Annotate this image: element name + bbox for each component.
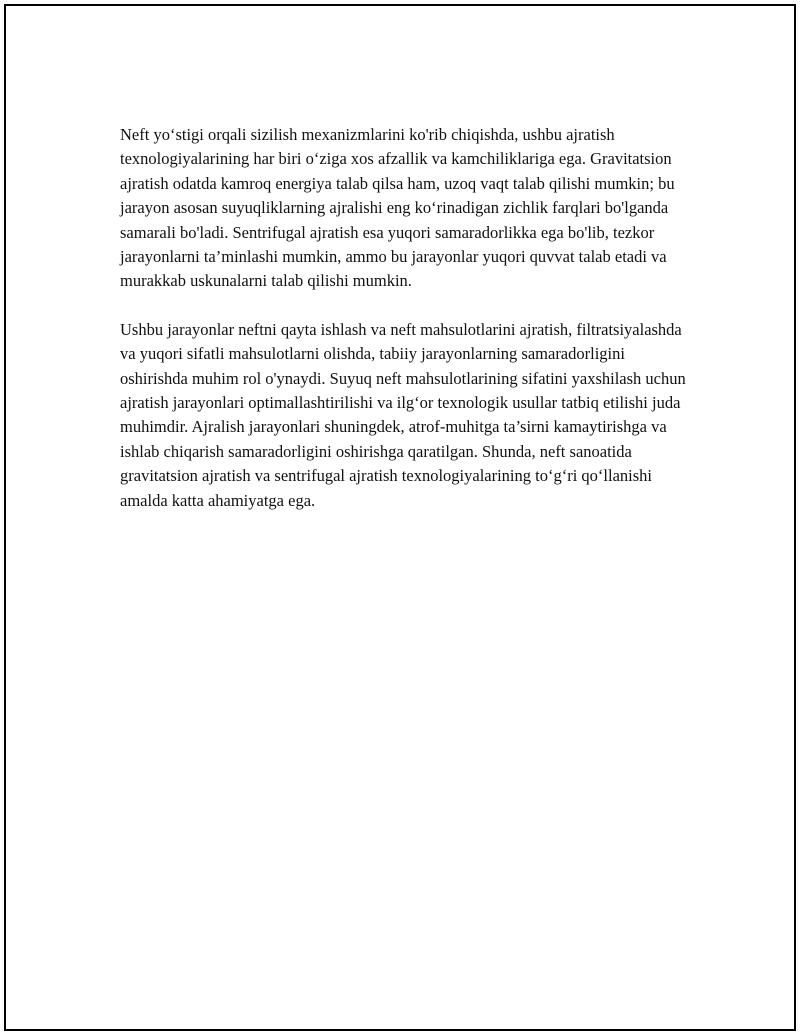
paragraph-1: Neft yo‘stigi orqali sizilish mexanizmlarini ko'rib chiqishda, ushbu ajratish texnologiyalarining har biri o‘ziga xos afzallik va kamchiliklariga ega. Gravitatsion ajratish odatda kamroq energiya talab qilsa ham, uzoq vaqt talab qilishi mumkin; bu jarayon asosan suyuqliklarning ajralishi eng ko‘rinadigan zichlik farqlari bo'lganda samarali bo'ladi. Sentrifugal ajratish esa yuqori samaradorlikka ega bo'lib, tezkor jarayonlarni ta’minlashi mumkin, ammo bu jarayonlar yuqori quvvat talab etadi va murakkab uskunalarni talab qilishi mumkin.	[120, 125, 675, 291]
document-body	[120, 123, 690, 513]
paragraph-2: Ushbu jarayonlar neftni qayta ishlash va neft mahsulotlarini ajratish, filtratsiyalashda va yuqori sifatli mahsulotlarni olishda, tabiiy jarayonlarning samaradorligini oshirishda muhim rol o'ynaydi. Suyuq neft mahsulotlarining sifatini yaxshilash uchun ajratish jarayonlari optimallashtirilishi va ilg‘or texnologik usullar tatbiq etilishi juda muhimdir. Ajralish jarayonlari shuningdek, atrof-muhitga ta’sirni kamaytirishga va ishlab chiqarish samaradorligini oshirishga qaratilgan. Shunda, neft sanoatida gravitatsion ajratish va sentrifugal ajratish texnologiyalarining to‘g‘ri qo‘llanishi amalda katta ahamiyatga ega.	[120, 319, 686, 510]
document-page	[4, 4, 796, 1031]
